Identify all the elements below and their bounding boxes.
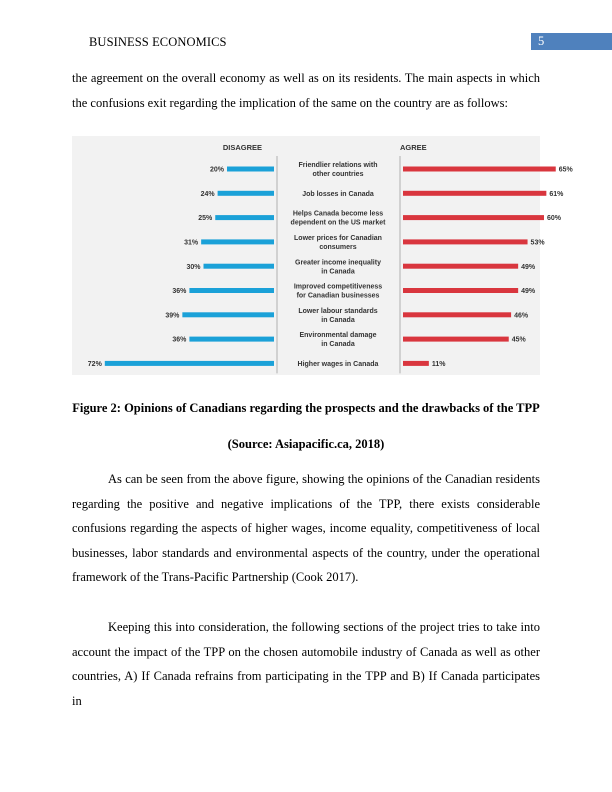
category-label: Helps Canada become less	[292, 210, 384, 218]
disagree-value-label: 30%	[186, 263, 201, 271]
next-sections-paragraph: Keeping this into consideration, the following sections of the project tries to take into account the impact of the TPP on the chosen automobile industry of Canada as well as other countries, A) If Canada refrains from participating in the TPP and B) If Canada participates in	[72, 620, 540, 708]
category-label: other countries	[312, 171, 364, 179]
agree-bar	[403, 264, 518, 269]
agree-bar	[403, 167, 556, 172]
agree-bar	[403, 312, 511, 317]
disagree-value-label: 36%	[172, 288, 187, 296]
intro-paragraph: the agreement on the overall economy as well as on its residents. The main aspects in which the confusions exit regarding the implication of the same on the country are as follows:	[72, 71, 540, 110]
category-label: Friendlier relations with	[298, 162, 378, 170]
running-head: BUSINESS ECONOMICS	[89, 35, 227, 49]
category-label: dependent on the US market	[290, 219, 386, 227]
agree-bar	[403, 337, 509, 342]
agree-value-label: 49%	[521, 288, 536, 296]
agree-bar	[403, 191, 546, 196]
agree-value-label: 53%	[530, 239, 545, 247]
legend-agree: AGREE	[400, 143, 427, 152]
disagree-value-label: 36%	[172, 336, 187, 344]
category-label: in Canada	[321, 268, 355, 276]
disagree-bar	[227, 167, 274, 172]
category-label: in Canada	[321, 341, 355, 349]
disagree-value-label: 24%	[200, 190, 215, 198]
legend-disagree: DISAGREE	[222, 143, 262, 152]
agree-value-label: 49%	[521, 263, 536, 271]
disagree-value-label: 72%	[87, 361, 102, 368]
category-label: Environmental damage	[299, 332, 377, 340]
agree-bar	[403, 215, 544, 220]
category-label: for Canadian businesses	[296, 292, 380, 300]
disagree-bar	[189, 288, 274, 293]
agree-bar	[403, 361, 429, 366]
opinion-bar-chart	[72, 136, 573, 375]
figure-source: (Source: Asiapacific.ca, 2018)	[227, 437, 385, 451]
category-label: Lower prices for Canadian	[294, 235, 382, 242]
disagree-bar	[215, 215, 274, 220]
category-label: Lower labour standards	[298, 307, 378, 315]
disagree-bar	[105, 361, 274, 366]
category-label: in Canada	[321, 316, 355, 324]
agree-value-label: 11%	[431, 361, 446, 368]
agree-bar	[403, 288, 518, 293]
disagree-bar	[218, 191, 274, 196]
disagree-value-label: 39%	[165, 312, 180, 320]
category-label: consumers	[319, 244, 357, 251]
disagree-bar	[204, 264, 275, 269]
page-number-bar	[531, 33, 612, 50]
disagree-bar	[182, 312, 274, 317]
analysis-paragraph: As can be seen from the above figure, showing the opinions of the Canadian residents regarding the positive and negative implications of the TPP, there exists considerable confusions regarding the aspects of higher wages, income equality, competitiveness of local businesses, labor standards and environmental aspects of the country, under the operational framework of the Trans-Pacific Partnership (Cook 2017).	[72, 472, 540, 584]
disagree-value-label: 20%	[209, 166, 224, 174]
disagree-value-label: 31%	[184, 239, 199, 247]
agree-value-label: 45%	[511, 336, 526, 344]
category-label: Greater income inequality	[295, 259, 381, 267]
disagree-bar	[189, 337, 274, 342]
page-number: 5	[538, 34, 545, 48]
figure-chart	[72, 136, 573, 375]
agree-value-label: 46%	[514, 312, 529, 320]
disagree-value-label: 25%	[198, 215, 213, 223]
agree-value-label: 61%	[549, 190, 564, 198]
agree-value-label: 65%	[558, 166, 573, 174]
disagree-bar	[201, 239, 274, 244]
figure-caption: Figure 2: Opinions of Canadians regarding the prospects and the drawbacks of the TPP	[72, 401, 540, 415]
category-label: Improved competitiveness	[293, 283, 383, 291]
category-label: Job losses in Canada	[302, 190, 374, 198]
agree-bar	[403, 239, 528, 244]
agree-value-label: 60%	[547, 215, 562, 223]
category-label: Higher wages in Canada	[297, 361, 379, 368]
